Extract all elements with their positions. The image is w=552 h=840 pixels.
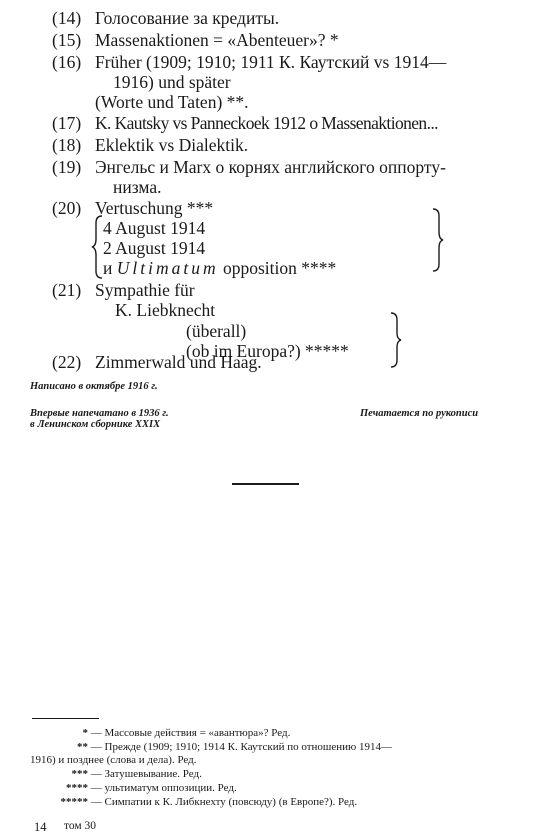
item-number: (20): [52, 198, 82, 218]
footnote: [22, 782, 237, 795]
footnote-mark: *****: [60, 796, 88, 808]
first-published-source: в Ленинском сборнике XXIX: [30, 419, 161, 430]
item-number: (17): [52, 113, 82, 133]
footnote-text: — Симпатии к К. Либкнехту (повсюду) (в Европе?). Ред.: [90, 796, 358, 808]
sub-line-suffix: opposition ****: [218, 258, 337, 278]
item-text: Энгельс и Marx о корнях английского оппорту-: [95, 157, 446, 177]
sub-line: (ob im Europa?) *****: [186, 341, 349, 361]
volume-label: том 30: [64, 820, 97, 832]
left-brace: [92, 215, 104, 279]
item-text: Vertuschung ***: [95, 198, 214, 218]
footnote-mark: ***: [71, 768, 88, 780]
footnote: [22, 768, 202, 781]
item-number: (15): [52, 30, 82, 50]
first-published: Впервые напечатано в 1936 г.: [30, 408, 169, 419]
right-brace: [432, 208, 444, 272]
item-text-continuation: 1916) und später: [113, 72, 231, 92]
footnote: [22, 741, 392, 754]
item-number: (22): [52, 352, 82, 372]
footnote-text: 1916) и позднее (слова и дела). Ред.: [30, 754, 197, 766]
item-number: (21): [52, 280, 82, 300]
footnote-mark: *: [82, 727, 88, 739]
footnote-text: — Прежде (1909; 1910; 1914 К. Каутский по отношению 1914—: [90, 741, 393, 753]
item-text-continuation: (Worte und Taten) **.: [95, 92, 249, 112]
footnote-mark: ****: [66, 782, 88, 794]
printed-from: Печатается по рукописи: [360, 408, 479, 419]
spaced-word: Ultimatum: [116, 258, 219, 278]
item-number: (19): [52, 157, 82, 177]
written-date: Написано в октябре 1916 г.: [30, 381, 158, 392]
item-text: Голосование за кредиты.: [95, 8, 280, 28]
item-number: (18): [52, 135, 82, 155]
sub-line: K. Liebknecht: [115, 300, 216, 320]
item-text: Früher (1909; 1910; 1911 К. Каутский vs 1914—: [95, 52, 447, 72]
footnote: [22, 727, 290, 740]
footnote-text: — ультиматум оппозиции. Ред.: [90, 782, 237, 794]
right-brace: [390, 312, 402, 368]
item-text: Zimmerwald und Haag.: [95, 352, 262, 372]
item-number: (14): [52, 8, 82, 28]
footnote-rule: [32, 718, 99, 719]
footnote-text: — Массовые действия = «авантюра»? Ред.: [90, 727, 291, 739]
sub-line: 4 August 1914: [103, 218, 206, 238]
item-text: Eklektik vs Dialektik.: [95, 135, 249, 155]
sub-line: (überall): [186, 321, 247, 341]
footnote-continuation: [30, 754, 197, 767]
item-number: (16): [52, 52, 82, 72]
item-text-continuation: низма.: [113, 177, 162, 197]
sub-line: 2 August 1914: [103, 238, 206, 258]
sub-line: [103, 258, 336, 278]
page-number: 14: [34, 820, 47, 834]
section-divider: [232, 483, 299, 485]
item-text: Massenaktionen = «Abenteuer»? *: [95, 30, 339, 50]
item-text: K. Kautsky vs Panneckoek 1912 о Massenaktionen...: [95, 113, 438, 133]
footnote: [22, 796, 357, 809]
item-text: Sympathie für: [95, 280, 195, 300]
footnote-mark: **: [77, 741, 88, 753]
sub-line-prefix: и: [103, 258, 117, 278]
footnote-text: — Затушевывание. Ред.: [90, 768, 202, 780]
